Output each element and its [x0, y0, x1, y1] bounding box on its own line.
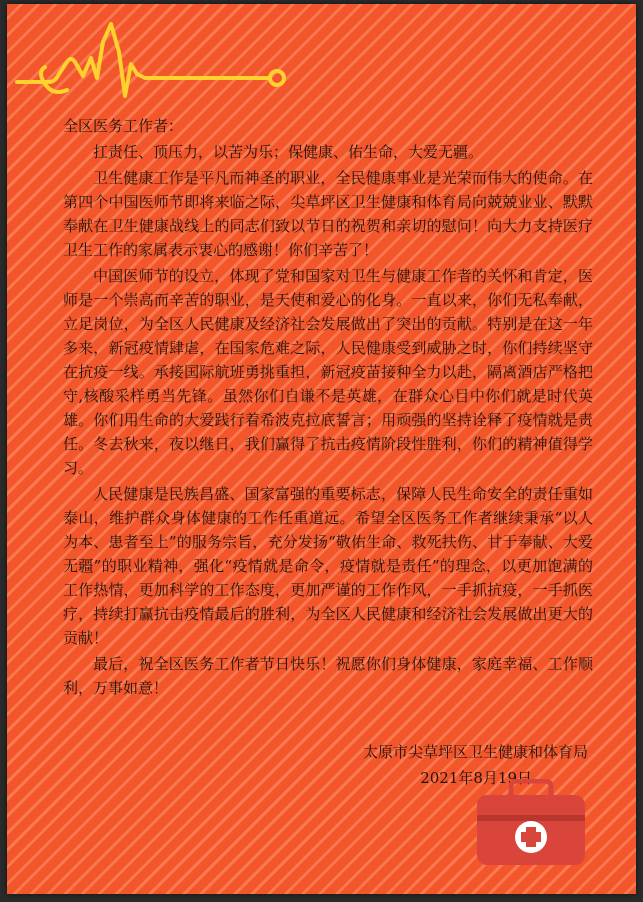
letter-body — [63, 114, 593, 702]
salutation: 全区医务工作者： — [63, 117, 184, 135]
first-aid-kit-icon — [471, 779, 591, 869]
paragraph-motto: 扛责任、顶压力，以苦为乐；保健康、佑生命，大爱无疆。 — [93, 143, 484, 161]
letter-page — [7, 4, 636, 894]
paragraph-achievements: 中国医师节的设立，体现了党和国家对卫生与健康工作者的关怀和肯定，医师是一个崇高而辛苦的职业，是天使和爱心的化身。一直以来，你们无私奉献，立足岗位，为全区人民健康及经济社会发展做出了突出的贡献。特别是在这一年多来，新冠疫情肆虐，在国家危难之际，人民健康受到威胁之时，你们持续坚守在抗疫一线。承接国际航班勇挑重担，新冠疫苗接种全力以赴，隔离酒店严格把守,核酸采样勇当先锋。虽然你们自谦不是英雄，在群众心目中你们就是时代英雄。你们用生命的大爱践行着希波克拉底誓言；用顽强的坚持诠释了疫情就是责任。冬去秋来，夜以继日，我们赢得了抗击疫情阶段性胜利，你们的精神值得学习。 — [63, 267, 593, 477]
heartbeat-stethoscope-icon — [15, 12, 295, 107]
paragraph-closing: 最后，祝全区医务工作者节日快乐！祝愿你们身体健康，家庭幸福、工作顺利，万事如意！ — [63, 655, 593, 697]
signature-date: 2021年8月19日 — [420, 769, 532, 787]
paragraph-greeting: 卫生健康工作是平凡而神圣的职业，全民健康事业是光荣而伟大的使命。在第四个中国医师节即将来临之际，尖草坪区卫生健康和体育局向兢兢业业、默默奉献在卫生健康战线上的同志们致以节日的祝贺和亲切的慰问！向大力支持医疗卫生工作的家属表示衷心的感谢！你们辛苦了！ — [63, 169, 593, 259]
signature-organization: 太原市尖草坪区卫生健康和体育局 — [362, 743, 588, 761]
paragraph-expectations: 人民健康是民族昌盛、国家富强的重要标志，保障人民生命安全的责任重如泰山，维护群众身体健康的工作任重道远。希望全区医务工作者继续秉承“以人为本、患者至上”的服务宗旨，充分发扬“敬佑生命、救死扶伤、甘于奉献、大爱无疆”的职业精神，强化“疫情就是命令，疫情就是责任”的理念，以更加饱满的工作热情，更加科学的工作态度，更加严谨的工作作风，一手抓抗疫，一手抓医疗，持续打赢抗击疫情最后的胜利，为全区人民健康和经济社会发展做出更大的贡献！ — [63, 485, 593, 647]
